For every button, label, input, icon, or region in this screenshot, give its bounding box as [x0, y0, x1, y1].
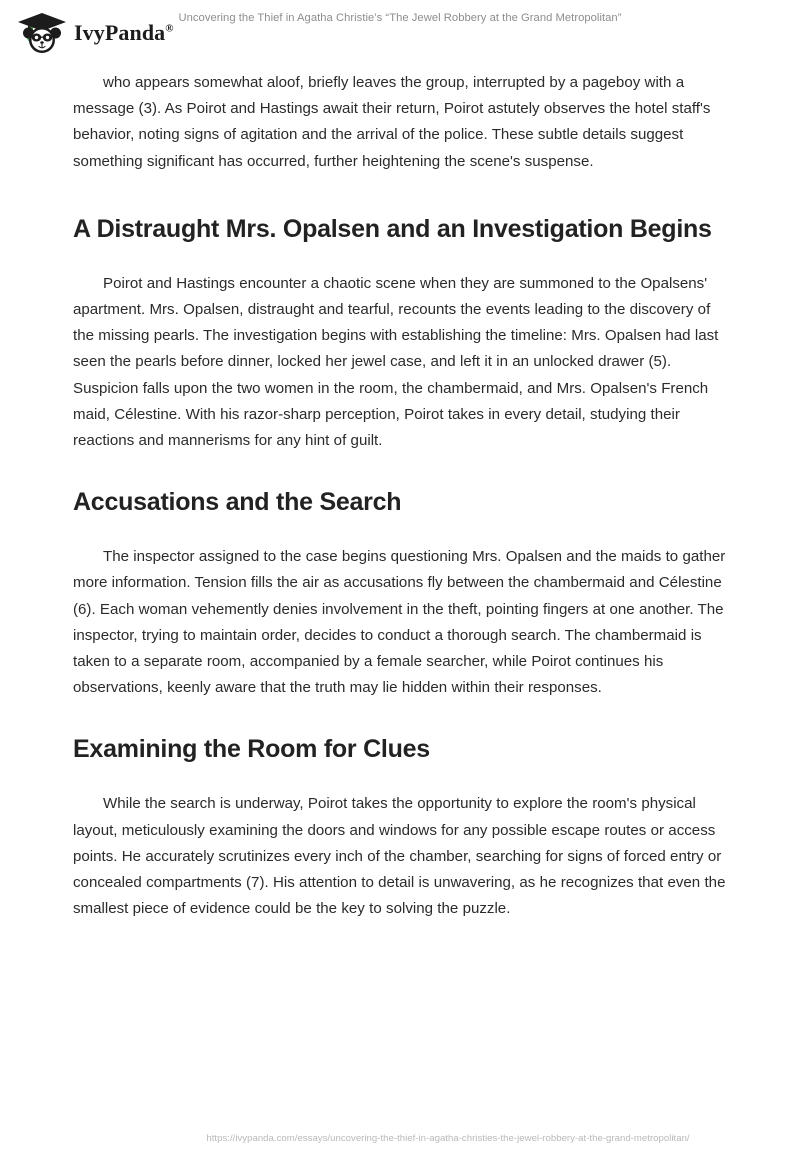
spacer	[73, 769, 726, 791]
spacer	[73, 522, 726, 544]
spacer	[73, 454, 726, 482]
running-title: Uncovering the Thief in Agatha Christie’s “The Jewel Robbery at the Grand Metropolitan”	[178, 12, 622, 24]
registered-trademark-icon: ®	[165, 22, 174, 35]
spacer	[73, 249, 726, 271]
spacer	[73, 701, 726, 729]
section-heading-1: A Distraught Mrs. Opalsen and an Investigation Begins	[73, 214, 712, 243]
brand-name-text: IvyPanda	[74, 20, 166, 45]
section-paragraph-1: Poirot and Hastings encounter a chaotic scene when they are summoned to the Opalsens' apartment. Mrs. Opalsen, distraught and tearful, recounts the events leading to the discovery of the missing pearls. The investigation begins with establishing the timeline: Mrs. Opalsen had last seen the pearls before dinner, locked her jewel case, and left it in an unlocked drawer (5). Suspicion falls upon the two women in the room, the chambermaid, and Mrs. Opalsen's French maid, Célestine. With his razor-sharp perception, Poirot takes in every detail, studying their reactions and mannerisms for any hint of guilt.	[73, 274, 719, 450]
section-heading-2: Accusations and the Search	[73, 488, 402, 517]
spacer	[73, 175, 726, 209]
section-paragraph-2: The inspector assigned to the case begins questioning Mrs. Opalsen and the maids to gather more information. Tension fills the air as accusations fly between the chambermaid and Célestine (6). Each woman vehemently denies involvement in the theft, pointing fingers at one another. The inspector, trying to maintain order, decides to conduct a thorough search. The chambermaid is taken to a separate room, accompanied by a female searcher, while Poirot continues his observations, keenly aware that the truth may lie hidden within their responses.	[73, 548, 726, 697]
brand-wordmark	[74, 22, 174, 44]
section-paragraph-3: While the search is underway, Poirot takes the opportunity to explore the room's physical layout, meticulously examining the doors and windows for any possible escape routes or access points. He accurately scrutinizes every inch of the chamber, searching for signs of forced entry or concealed compartments (7). His attention to detail is unwavering, as he recognizes that even the smallest piece of evidence could be the key to solving the puzzle.	[73, 795, 726, 918]
source-url[interactable]: https://ivypanda.com/essays/uncovering-the-thief-in-agatha-christies-the-jewel-robbery-at-the-grand-metropolitan/	[206, 1133, 690, 1144]
page-header	[0, 0, 800, 62]
document-body	[73, 70, 726, 922]
intro-paragraph: who appears somewhat aloof, briefly leaves the group, interrupted by a pageboy with a message (3). As Poirot and Hastings await their return, Poirot astutely observes the hotel staff's behavior, noting signs of agitation and the arrival of the police. These subtle details suggest something significant has occurred, further heightening the scene's suspense.	[73, 74, 711, 170]
page-footer	[0, 1128, 800, 1146]
section-heading-3: Examining the Room for Clues	[73, 735, 430, 764]
